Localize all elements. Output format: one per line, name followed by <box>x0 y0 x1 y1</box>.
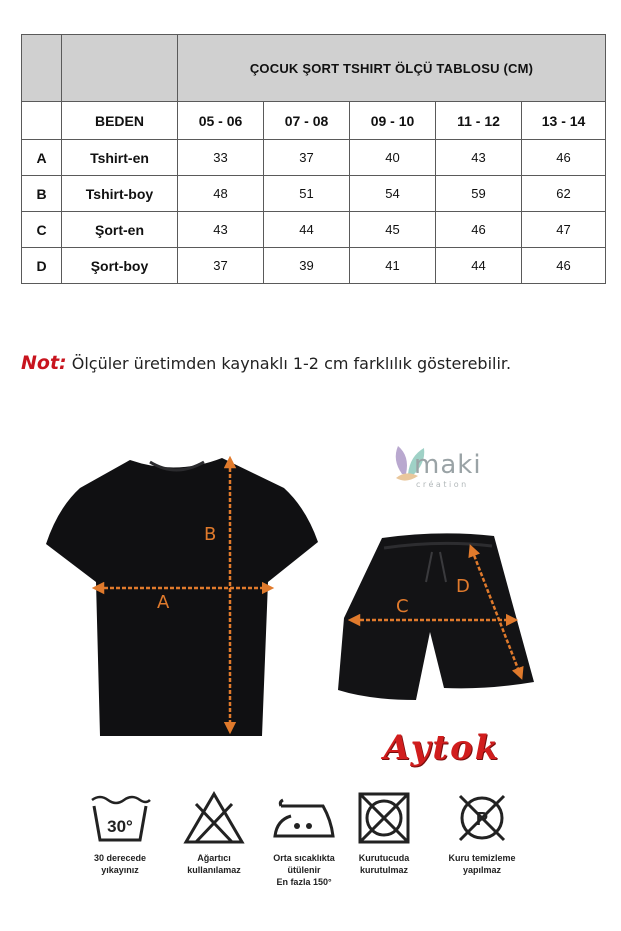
tshirt-image <box>46 458 318 736</box>
size-column-header: 07 - 08 <box>264 102 350 140</box>
table-title: ÇOCUK ŞORT TSHIRT ÖLÇÜ TABLOSU (CM) <box>178 35 606 102</box>
store-name: Aytok <box>383 728 501 768</box>
table-cell: 44 <box>264 212 350 248</box>
table-cell: 37 <box>264 140 350 176</box>
brand-name: maki <box>414 450 482 480</box>
dry-clean-letter: P <box>475 809 489 829</box>
row-letter: B <box>22 176 62 212</box>
table-cell: 51 <box>264 176 350 212</box>
mark-a: A <box>157 592 170 613</box>
size-header: BEDEN <box>62 102 178 140</box>
table-cell: 41 <box>350 248 436 284</box>
table-cell: 44 <box>436 248 522 284</box>
care-tumble <box>334 790 434 876</box>
no-bleach-icon <box>182 790 246 846</box>
dry-clean-p-icon <box>450 790 514 846</box>
care-bleach <box>164 790 264 876</box>
care-label-line: yapılmaz <box>462 865 502 875</box>
wash-30-icon <box>88 790 152 846</box>
care-label <box>164 852 264 876</box>
row-label: Tshirt-boy <box>62 176 178 212</box>
row-letter: C <box>22 212 62 248</box>
care-dryclean <box>432 790 532 876</box>
care-label-line: Ağartıcı <box>197 853 231 863</box>
table-cell: 48 <box>178 176 264 212</box>
care-label <box>432 852 532 876</box>
care-label-line: Kurutucuda <box>358 853 410 863</box>
table-cell: 39 <box>264 248 350 284</box>
table-cell: 62 <box>522 176 606 212</box>
table-cell: 54 <box>350 176 436 212</box>
care-label-line: Kuru temizleme <box>448 853 516 863</box>
iron-medium-icon <box>269 790 339 846</box>
care-label-line: kurutulmaz <box>359 865 408 875</box>
size-column-header: 11 - 12 <box>436 102 522 140</box>
table-cell: 45 <box>350 212 436 248</box>
table-cell: 33 <box>178 140 264 176</box>
note-text: Ölçüler üretimden kaynaklı 1-2 cm farklılık gösterebilir. <box>71 354 512 373</box>
row-letter: D <box>22 248 62 284</box>
mark-d: D <box>456 576 470 597</box>
row-letter: A <box>22 140 62 176</box>
row-label: Şort-en <box>62 212 178 248</box>
note-label: Not: <box>21 352 67 374</box>
table-cell: 46 <box>436 212 522 248</box>
care-label-line: yıkayınız <box>101 865 139 875</box>
care-label <box>70 852 170 876</box>
table-cell: 59 <box>436 176 522 212</box>
table-cell: 40 <box>350 140 436 176</box>
mark-b: B <box>204 524 217 545</box>
care-wash <box>70 790 170 876</box>
care-label <box>334 852 434 876</box>
no-tumble-dry-icon <box>352 790 416 846</box>
table-cell: 37 <box>178 248 264 284</box>
table-cell: 46 <box>522 140 606 176</box>
size-column-header: 13 - 14 <box>522 102 606 140</box>
wash-temp-label: 30° <box>107 817 133 836</box>
row-label: Şort-boy <box>62 248 178 284</box>
shorts-image <box>338 533 534 700</box>
care-label-line: 30 derecede <box>93 853 147 863</box>
care-label-line: En fazla 150° <box>276 877 332 887</box>
table-cell: 43 <box>178 212 264 248</box>
mark-c: C <box>396 596 409 617</box>
table-cell: 47 <box>522 212 606 248</box>
care-label-line: ütülenir <box>287 865 321 875</box>
table-cell: 43 <box>436 140 522 176</box>
table-cell: 46 <box>522 248 606 284</box>
brand-subtitle: création <box>416 480 469 489</box>
care-label-line: Orta sıcaklıkta <box>273 853 335 863</box>
size-column-header: 09 - 10 <box>350 102 436 140</box>
row-label: Tshirt-en <box>62 140 178 176</box>
care-label-line: kullanılamaz <box>187 865 241 875</box>
size-column-header: 05 - 06 <box>178 102 264 140</box>
